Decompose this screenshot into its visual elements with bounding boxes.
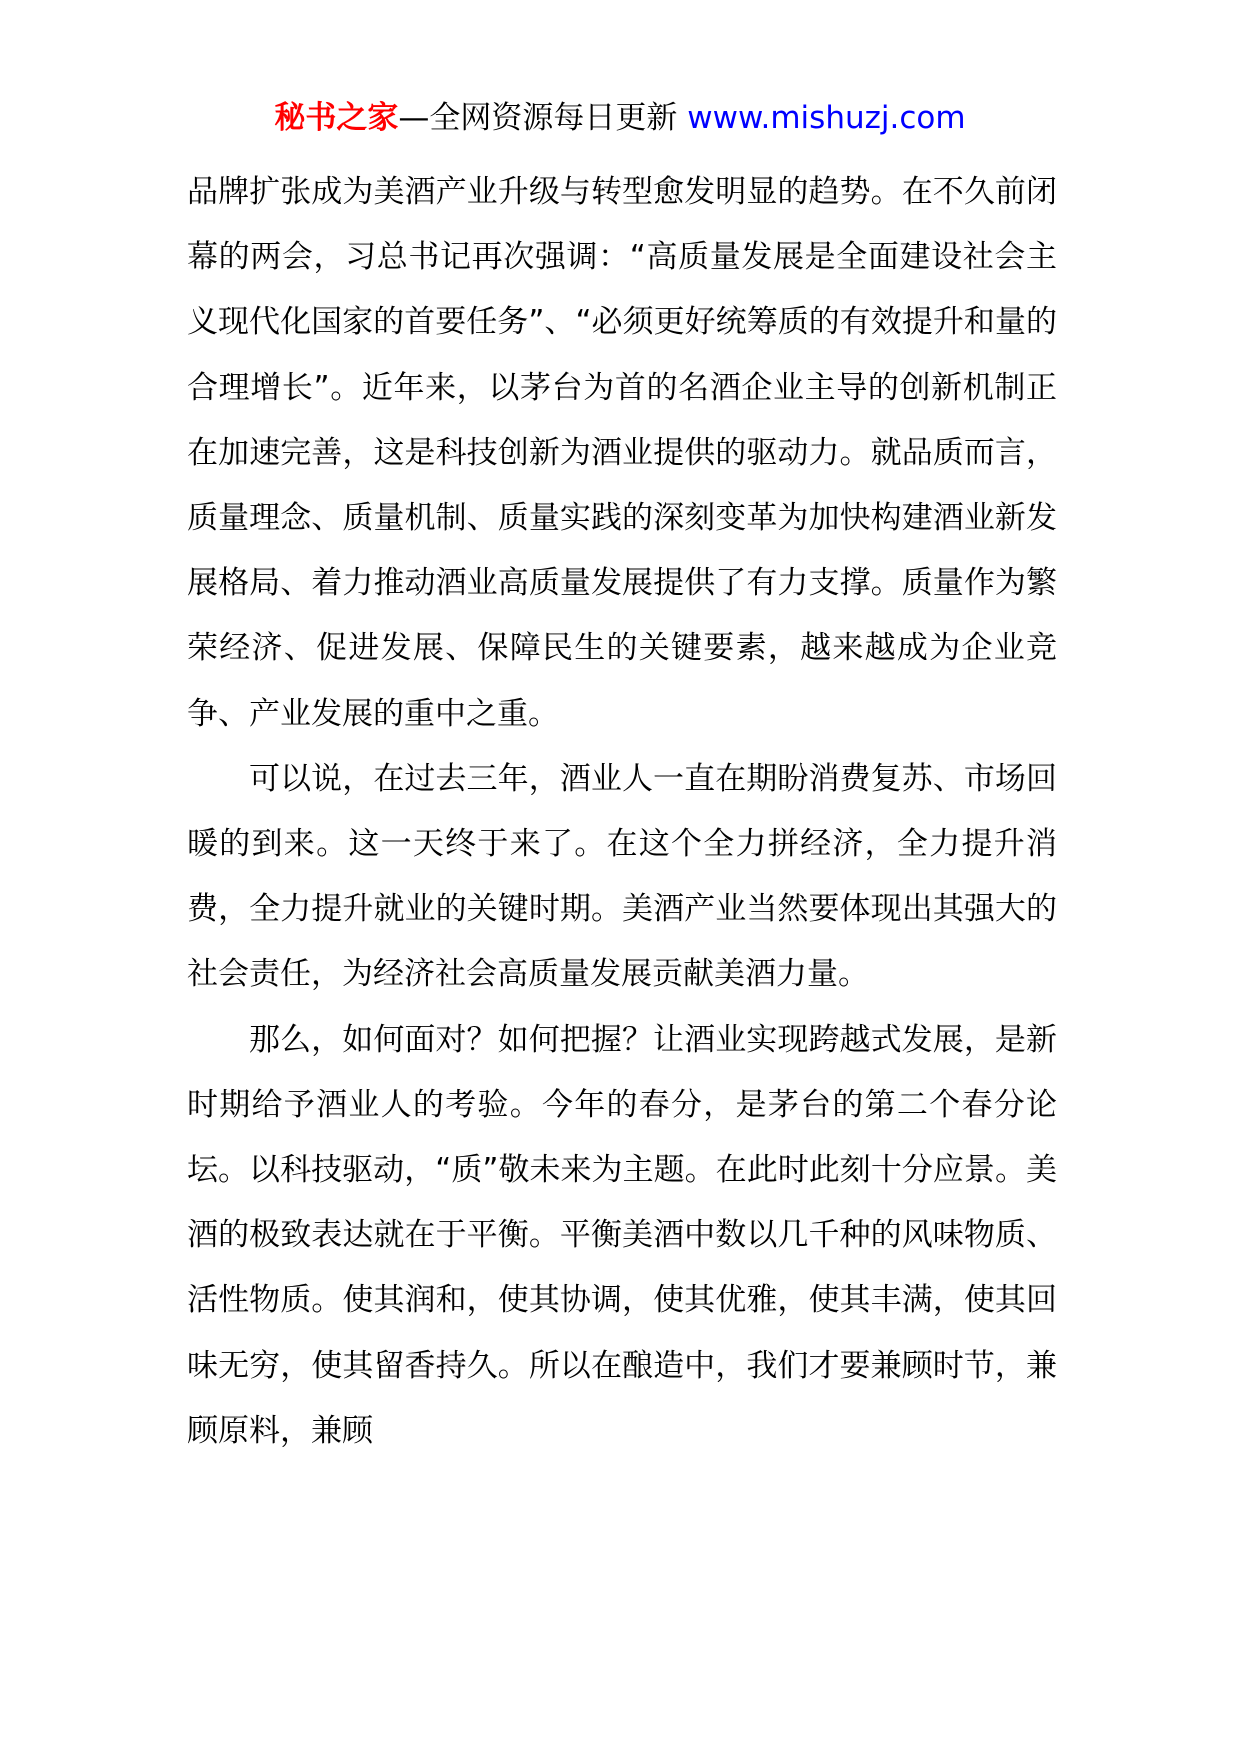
page-header [0, 98, 1240, 138]
document-body [187, 160, 1057, 1464]
paragraph-3: 那么，如何面对？如何把握？让酒业实现跨越式发展，是新时期给予酒业人的考验。今年的春分，是茅台的第二个春分论坛。以科技驱动，“质”敬未来为主题。在此时此刻十分应景。美酒的极致表达就在于平衡。平衡美酒中数以几千种的风味物质、活性物质。使其润和，使其协调，使其优雅，使其丰满，使其回味无穷，使其留香持久。所以在酿造中，我们才要兼顾时节，兼顾原料，兼顾 [187, 1021, 1057, 1449]
site-url-link[interactable]: www.mishuzj.com [687, 100, 966, 136]
brand-name: 秘书之家 [274, 100, 399, 136]
header-tagline: —全网资源每日更新 [398, 100, 678, 136]
paragraph-2: 可以说，在过去三年，酒业人一直在期盼消费复苏、市场回暖的到来。这一天终于来了。在这个全力拼经济，全力提升消费，全力提升就业的关键时期。美酒产业当然要体现出其强大的社会责任，为经济社会高质量发展贡献美酒力量。 [187, 760, 1057, 993]
paragraph-1: 品牌扩张成为美酒产业升级与转型愈发明显的趋势。在不久前闭幕的两会，习总书记再次强调：“高质量发展是全面建设社会主义现代化国家的首要任务”、“必须更好统筹质的有效提升和量的合理增长”。近年来，以茅台为首的名酒企业主导的创新机制正在加速完善，这是科技创新为酒业提供的驱动力。就品质而言，质量理念、质量机制、质量实践的深刻变革为加快构建酒业新发展格局、着力推动酒业高质量发展提供了有力支撑。质量作为繁荣经济、促进发展、保障民生的关键要素，越来越成为企业竞争、产业发展的重中之重。 [187, 174, 1057, 732]
